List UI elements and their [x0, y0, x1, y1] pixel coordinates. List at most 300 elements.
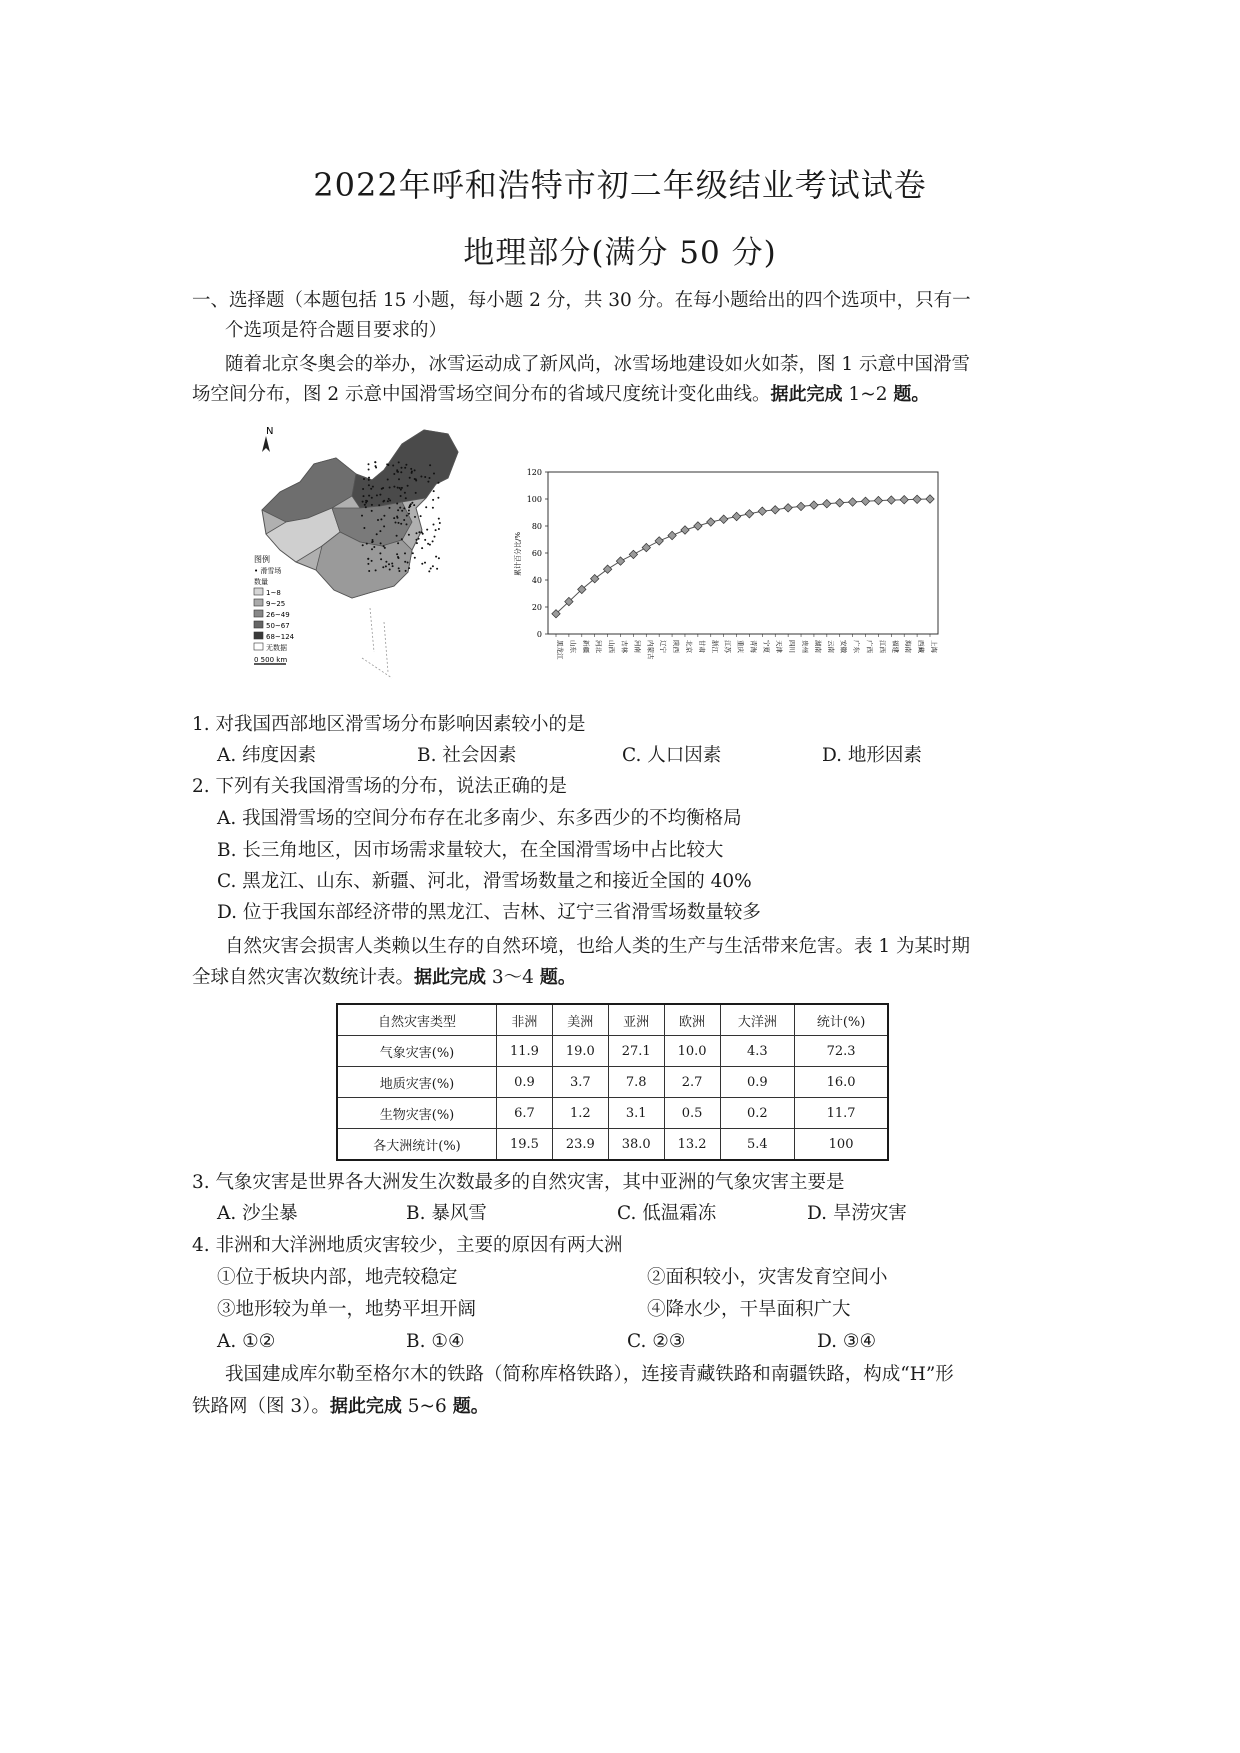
chart-xtick-label: 甘肃 — [697, 640, 706, 653]
ski-resort-dot — [367, 558, 369, 560]
ski-resort-dot — [405, 497, 407, 499]
table-cell: 7.8 — [608, 1067, 664, 1098]
chart-ytick-label: 80 — [531, 522, 542, 531]
chart-data-point — [823, 500, 831, 508]
intro1-bold-prompt: 据此完成 — [770, 384, 843, 405]
ski-resort-dot — [398, 567, 400, 569]
ski-resort-dot — [398, 478, 400, 480]
ski-resort-dot — [404, 467, 406, 469]
ski-resort-dot — [383, 515, 385, 517]
intro1-bold-suffix: 题。 — [893, 384, 930, 405]
ski-resort-dot — [429, 477, 431, 479]
legend-item-label: 50~67 — [266, 622, 290, 630]
ski-resort-dot — [396, 503, 398, 505]
q3-option-b[interactable]: B. 暴风雪 — [406, 1203, 487, 1224]
table-cell: 10.0 — [664, 1036, 720, 1067]
ski-resort-dot — [437, 497, 439, 499]
ski-resort-dot — [414, 516, 416, 518]
ski-resort-dot — [387, 464, 389, 466]
ski-resort-dot — [371, 548, 373, 550]
intro2-line2-text: 全球自然灾害次数统计表。 — [192, 967, 415, 988]
intro3-bold-prompt: 据此完成 — [329, 1396, 402, 1417]
ski-resort-dot — [389, 569, 391, 571]
q4-option-a[interactable]: A. ①② — [217, 1331, 276, 1352]
table-cell: 4.3 — [720, 1036, 795, 1067]
chart-xtick-label: 福建 — [891, 640, 900, 653]
table-header-cell: 欧洲 — [664, 1004, 720, 1036]
cumulative-percent-chart — [510, 462, 950, 688]
chart-xtick-label: 浙江 — [710, 640, 719, 653]
ski-resort-dot — [438, 557, 440, 559]
chart-data-point — [861, 497, 869, 505]
ski-resort-dot — [400, 495, 402, 497]
ski-resort-dot — [365, 502, 367, 504]
legend-items — [254, 588, 295, 652]
q3-option-c[interactable]: C. 低温霜冻 — [617, 1203, 717, 1224]
ski-resort-dot — [421, 547, 423, 549]
map-south-sea-lines — [362, 608, 392, 678]
ski-resort-dot — [371, 497, 373, 499]
ski-resort-dot — [421, 531, 423, 533]
ski-resort-dot — [368, 484, 370, 486]
ski-resort-dot — [363, 478, 365, 480]
chart-xtick-label: 上海 — [930, 640, 938, 653]
chart-xtick-label: 重庆 — [736, 640, 745, 653]
table-cell: 11.7 — [795, 1098, 888, 1129]
intro1-line1: 随着北京冬奥会的举办，冰雪运动成了新风尚，冰雪场地建设如火如荼，图 1 示意中国滑雪 — [225, 354, 971, 375]
q1-option-d[interactable]: D. 地形因素 — [822, 745, 922, 766]
table-cell: 生物灾害(%) — [337, 1098, 497, 1129]
chart-data-point — [616, 557, 624, 565]
ski-resort-dot — [379, 494, 381, 496]
ski-resort-dot — [435, 529, 437, 531]
table-header-cell: 统计(%) — [795, 1004, 888, 1036]
chart-data-point — [642, 543, 650, 551]
chart-data-point — [655, 537, 663, 545]
chart-data-point — [681, 526, 689, 535]
ski-resort-dot — [388, 563, 390, 565]
ski-resort-dot — [368, 469, 370, 471]
ski-resort-dot — [424, 539, 426, 541]
ski-resort-dot — [421, 563, 423, 565]
q4-stem: 4. 非洲和大洋洲地质灾害较少，主要的原因有两大洲 — [192, 1235, 623, 1256]
ski-resort-dot — [424, 476, 426, 478]
ski-resort-dot — [416, 539, 418, 541]
legend-qty: 数量 — [254, 578, 268, 586]
chart-xtick-label: 新疆 — [581, 640, 590, 653]
ski-resort-dot — [385, 565, 387, 567]
table-cell: 100 — [795, 1129, 888, 1161]
ski-resort-dot — [420, 476, 422, 478]
table-cell: 19.0 — [552, 1036, 608, 1067]
legend-item-label: 26~49 — [266, 611, 290, 619]
ski-resort-dot — [381, 488, 383, 490]
ski-resort-dot — [382, 566, 384, 568]
table-cell: 0.9 — [720, 1067, 795, 1098]
chart-data-point — [887, 496, 895, 504]
ski-resort-dot — [435, 556, 437, 558]
chart-plot-frame — [548, 472, 938, 634]
legend-swatch — [254, 588, 263, 595]
legend-swatch — [254, 621, 263, 628]
chart-xtick-label: 吉林 — [620, 640, 629, 653]
table-header-cell: 亚洲 — [608, 1004, 664, 1036]
chart-xtick-label: 海南 — [904, 640, 913, 653]
ski-resort-dot — [362, 544, 364, 546]
legend-item-label: 无数据 — [266, 644, 287, 652]
q4-option-b[interactable]: B. ①④ — [406, 1331, 465, 1352]
q2-option-d[interactable]: D. 位于我国东部经济带的黑龙江、吉林、辽宁三省滑雪场数量较多 — [217, 902, 761, 923]
ski-resort-dot — [413, 504, 415, 506]
table-header-cell: 非洲 — [497, 1004, 553, 1036]
intro2-range: 3～4 — [486, 967, 540, 988]
ski-resort-dot — [361, 515, 363, 517]
chart-xtick-label: 江苏 — [723, 640, 732, 653]
ski-resort-dot — [398, 461, 400, 463]
table-cell: 1.2 — [552, 1098, 608, 1129]
table-cell: 3.1 — [608, 1098, 664, 1129]
q4-statement-2: ②面积较小，灾害发育空间小 — [647, 1267, 888, 1288]
ski-resort-dot — [368, 477, 370, 479]
ski-resort-dot — [438, 518, 440, 520]
ski-resort-dot — [404, 492, 406, 494]
scale-label: 0 500 km — [254, 656, 288, 664]
ski-resort-dot — [401, 487, 403, 489]
chart-xtick-label: 贵州 — [801, 640, 810, 653]
ski-resort-dot — [370, 488, 372, 490]
ski-resort-dot — [408, 567, 410, 569]
ski-resort-dot — [383, 545, 385, 547]
ski-resort-dot — [407, 562, 409, 564]
ski-resort-dot — [388, 498, 390, 500]
ski-resort-dot — [396, 516, 398, 518]
ski-resort-dot — [389, 500, 391, 502]
chart-xtick-label: 四川 — [788, 640, 797, 653]
north-arrow-icon — [262, 436, 270, 452]
table-cell: 23.9 — [552, 1129, 608, 1161]
table-cell: 11.9 — [497, 1036, 553, 1067]
table-header-cell: 美洲 — [552, 1004, 608, 1036]
ski-resort-dot — [415, 480, 417, 482]
chart-xtick-label: 广东 — [852, 640, 861, 653]
ski-resort-dot — [372, 486, 374, 488]
chart-data-point — [848, 498, 856, 506]
legend-swatch — [254, 610, 263, 617]
ski-resort-dot — [416, 532, 418, 534]
ski-resort-dot — [399, 507, 401, 509]
chart-data-point — [668, 531, 676, 539]
ski-resort-dot — [418, 531, 420, 533]
ski-resort-dot — [389, 487, 391, 489]
q1-option-c[interactable]: C. 人口因素 — [622, 745, 722, 766]
ski-resort-dot — [383, 500, 385, 502]
ski-resort-dot — [409, 477, 411, 479]
chart-xtick-label: 云南 — [826, 640, 835, 653]
q1-stem: 1. 对我国西部地区滑雪场分布影响因素较小的是 — [192, 714, 586, 735]
legend-item-label: 68~124 — [266, 633, 295, 641]
table-cell: 5.4 — [720, 1129, 795, 1161]
ski-resort-dot — [408, 513, 410, 515]
ski-resort-dot — [411, 502, 413, 504]
ski-resort-dot — [392, 465, 394, 467]
chart-yticks — [527, 468, 548, 639]
intro3-bold-suffix: 题。 — [452, 1396, 489, 1417]
chart-ytick-label: 40 — [531, 576, 542, 585]
table-cell: 气象灾害(%) — [337, 1036, 497, 1067]
intro2-bold-prompt: 据此完成 — [414, 967, 487, 988]
ski-resort-dot — [410, 468, 412, 470]
chart-xtick-label: 青海 — [749, 640, 758, 653]
chart-data-point — [603, 565, 611, 573]
q3-option-a[interactable]: A. 沙尘暴 — [217, 1203, 298, 1224]
chart-xtick-label: 天津 — [775, 640, 784, 653]
chart-xtick-label: 黑龙江 — [556, 640, 564, 660]
section-heading-line1: 一、选择题（本题包括 15 小题，每小题 2 分，共 30 分。在每小题给出的四个选项中，只有一 — [192, 290, 971, 311]
chart-data-point — [810, 501, 818, 509]
ski-resort-dot — [371, 560, 373, 562]
ski-resort-dot — [383, 525, 385, 527]
table-cell: 地质灾害(%) — [337, 1067, 497, 1098]
ski-resort-dot — [385, 561, 387, 563]
q4-option-c[interactable]: C. ②③ — [627, 1331, 686, 1352]
ski-resort-dot — [391, 563, 393, 565]
legend-swatch — [254, 599, 263, 606]
ski-resort-dot — [397, 509, 399, 511]
ski-resort-dot — [376, 494, 378, 496]
legend-swatch — [254, 643, 263, 650]
ski-resort-dot — [439, 522, 441, 524]
ski-resort-dot — [411, 472, 413, 474]
exam-title: 2022年呼和浩特市初二年级结业考试试卷 — [313, 166, 927, 204]
ski-resort-dot — [379, 552, 381, 554]
chart-series-line — [556, 499, 930, 614]
chart-xtick-label: 山东 — [568, 640, 577, 653]
ski-resort-dot — [401, 467, 403, 469]
chart-xtick-label: 湖南 — [813, 640, 822, 653]
ski-resort-dot — [397, 487, 399, 489]
table-row — [337, 1098, 888, 1129]
ski-resort-dot — [387, 479, 389, 481]
table-header-row — [337, 1004, 888, 1036]
chart-ytick-label: 100 — [526, 495, 542, 504]
ski-resort-dot — [389, 507, 391, 509]
q4-option-d[interactable]: D. ③④ — [817, 1331, 877, 1352]
ski-resort-dot — [373, 546, 375, 548]
ski-resort-dot — [374, 461, 376, 463]
ski-resort-dot — [404, 561, 406, 563]
q2-option-a[interactable]: A. 我国滑雪场的空间分布存在北多南少、东多西少的不均衡格局 — [217, 808, 742, 829]
ski-resort-dot — [400, 471, 402, 473]
q4-statement-1: ①位于板块内部，地壳较稳定 — [217, 1267, 458, 1288]
table-cell: 19.5 — [497, 1129, 553, 1161]
chart-data-point — [720, 515, 728, 524]
chart-ytick-label: 0 — [536, 630, 542, 639]
ski-resort-dot — [372, 539, 374, 541]
north-arrow-label: N — [266, 426, 274, 437]
ski-resort-dot — [387, 500, 389, 502]
q1-option-a[interactable]: A. 纬度因素 — [217, 745, 317, 766]
table-cell: 38.0 — [608, 1129, 664, 1161]
ski-resort-dot — [420, 515, 422, 517]
ski-resort-dot — [363, 527, 365, 529]
table-cell: 0.2 — [720, 1098, 795, 1129]
ski-resort-dot — [404, 552, 406, 554]
q2-option-b[interactable]: B. 长三角地区，因市场需求量较大，在全国滑雪场中占比较大 — [217, 840, 724, 861]
chart-xtick-label: 江西 — [878, 640, 887, 653]
ski-resort-dot — [433, 524, 435, 526]
ski-resort-dot — [396, 553, 398, 555]
q2-option-c[interactable]: C. 黑龙江、山东、新疆、河北，滑雪场数量之和接近全国的 40% — [217, 871, 752, 892]
intro1-range: 1~2 — [842, 384, 894, 405]
table-cell: 13.2 — [664, 1129, 720, 1161]
ski-resort-dot — [414, 469, 416, 471]
table-row — [337, 1129, 888, 1161]
ski-resort-dot — [403, 519, 405, 521]
ski-resort-dot — [429, 464, 431, 466]
ski-resort-dot — [365, 500, 367, 502]
intro3-range: 5~6 — [401, 1396, 453, 1417]
table-header-cell: 自然灾害类型 — [337, 1004, 497, 1036]
ski-resort-dot — [426, 529, 428, 531]
ski-resort-dot — [362, 488, 364, 490]
ski-resort-dot — [436, 568, 438, 570]
intro3-line2 — [192, 1394, 489, 1420]
chart-xtick-label: 河北 — [594, 640, 603, 653]
chart-xtick-label: 北京 — [684, 640, 693, 653]
exam-subtitle: 地理部分(满分 50 分) — [463, 235, 777, 271]
chart-ytick-label: 120 — [526, 468, 542, 477]
ski-resort-dot — [393, 517, 395, 519]
chart-ytick-label: 60 — [531, 549, 542, 558]
ski-resort-dot — [432, 507, 434, 509]
ski-resort-dot — [368, 570, 370, 572]
chart-data-point — [913, 495, 921, 503]
intro1-line2 — [192, 382, 929, 408]
ski-resort-dot — [396, 471, 398, 473]
ski-resort-dot — [438, 482, 440, 484]
table-cell: 0.9 — [497, 1067, 553, 1098]
ski-resort-dot — [401, 510, 403, 512]
ski-resort-dot — [425, 506, 427, 508]
legend-item-label: 1~8 — [266, 589, 281, 597]
chart-data-point — [836, 499, 844, 507]
ski-resort-dot — [434, 536, 436, 538]
ski-resort-dot — [432, 565, 434, 567]
chart-data-point — [694, 522, 702, 530]
ski-resort-dot — [415, 492, 417, 494]
table-cell: 6.7 — [497, 1098, 553, 1129]
table-cell: 27.1 — [608, 1036, 664, 1067]
chart-points — [552, 495, 934, 618]
ski-resort-dot — [393, 473, 395, 475]
ski-resort-dot — [362, 501, 364, 503]
ski-resort-dot — [380, 518, 382, 520]
ski-resort-dot — [427, 543, 429, 545]
table-cell: 0.5 — [664, 1098, 720, 1129]
chart-xtick-label: 安徽 — [839, 640, 848, 653]
ski-resort-dot — [438, 528, 440, 530]
chart-xtick-label: 广西 — [865, 640, 874, 653]
ski-resort-dot — [406, 523, 408, 525]
ski-resort-dot — [363, 495, 365, 497]
ski-resort-dot — [408, 510, 410, 512]
intro1-line2-text: 场空间分布，图 2 示意中国滑雪场空间分布的省域尺度统计变化曲线。 — [192, 384, 771, 405]
intro2-bold-suffix: 题。 — [539, 967, 576, 988]
chart-data-point — [707, 518, 715, 526]
q3-stem: 3. 气象灾害是世界各大洲发生次数最多的自然灾害，其中亚洲的气象灾害主要是 — [192, 1172, 845, 1193]
chart-data-point — [926, 495, 934, 503]
chart-data-point — [797, 502, 805, 510]
chart-data-point — [874, 496, 882, 504]
ski-resort-dot — [367, 563, 369, 565]
chart-xtick-label: 宁夏 — [762, 640, 771, 653]
ski-resort-dot — [424, 562, 426, 564]
chart-ytick-label: 20 — [531, 603, 542, 612]
q2-stem: 2. 下列有关我国滑雪场的分布，说法正确的是 — [192, 776, 568, 797]
intro3-line1: 我国建成库尔勒至格尔木的铁路（简称库格铁路），连接青藏铁路和南疆铁路，构成“H”形 — [225, 1364, 954, 1385]
ski-resort-dot — [414, 478, 416, 480]
ski-resort-dot — [377, 519, 379, 521]
ski-resort-dot — [416, 542, 418, 544]
ski-resort-dot — [398, 570, 400, 572]
chart-data-point — [784, 504, 792, 512]
ski-resort-dot — [410, 503, 412, 505]
q1-option-b[interactable]: B. 社会因素 — [417, 745, 517, 766]
chart-data-point — [732, 512, 740, 521]
q3-option-d[interactable]: D. 旱涝灾害 — [807, 1203, 907, 1224]
ski-resort-dot — [396, 535, 398, 537]
ski-resort-dot — [397, 542, 399, 544]
ski-resort-dot — [384, 547, 386, 549]
ski-resort-dot — [378, 504, 380, 506]
ski-resort-dot — [368, 495, 370, 497]
ski-resort-dot — [380, 542, 382, 544]
table-header-cell: 大洋洲 — [720, 1004, 795, 1036]
chart-xtick-label: 辽宁 — [659, 640, 668, 653]
intro2-line2 — [192, 965, 576, 991]
ski-resort-dot — [433, 490, 435, 492]
chart-data-point — [758, 507, 766, 515]
ski-resort-dot — [433, 473, 435, 475]
ski-resort-dot — [375, 465, 377, 467]
chart-ylabel: 累计百分比/% — [514, 531, 522, 577]
ski-resort-dot — [371, 510, 373, 512]
chart-data-point — [629, 550, 637, 558]
ski-resort-dot — [400, 489, 402, 491]
table-cell: 各大洲统计(%) — [337, 1129, 497, 1161]
ski-resort-dot — [376, 533, 378, 535]
disaster-table — [336, 1003, 889, 1161]
ski-resort-dot — [375, 569, 377, 571]
ski-resort-dot — [380, 558, 382, 560]
ski-resort-dot — [368, 463, 370, 465]
section-heading-line2: 个选项是符合题目要求的） — [225, 320, 448, 341]
table-cell: 16.0 — [795, 1067, 888, 1098]
ski-resort-dot — [412, 552, 414, 554]
ski-resort-dot — [407, 485, 409, 487]
q4-statement-3: ③地形较为单一，地势平坦开阔 — [217, 1299, 477, 1320]
ski-resort-dot — [418, 538, 420, 540]
ski-resort-dot — [368, 479, 370, 481]
ski-resort-dot — [428, 570, 430, 572]
chart-data-point — [900, 496, 908, 504]
ski-resort-map — [252, 422, 492, 682]
chart-xtick-label: 西藏 — [917, 640, 926, 653]
ski-resort-dot — [393, 486, 395, 488]
ski-resort-dot — [371, 504, 373, 506]
ski-resort-dot — [403, 507, 405, 509]
ski-resort-dot — [429, 544, 431, 546]
